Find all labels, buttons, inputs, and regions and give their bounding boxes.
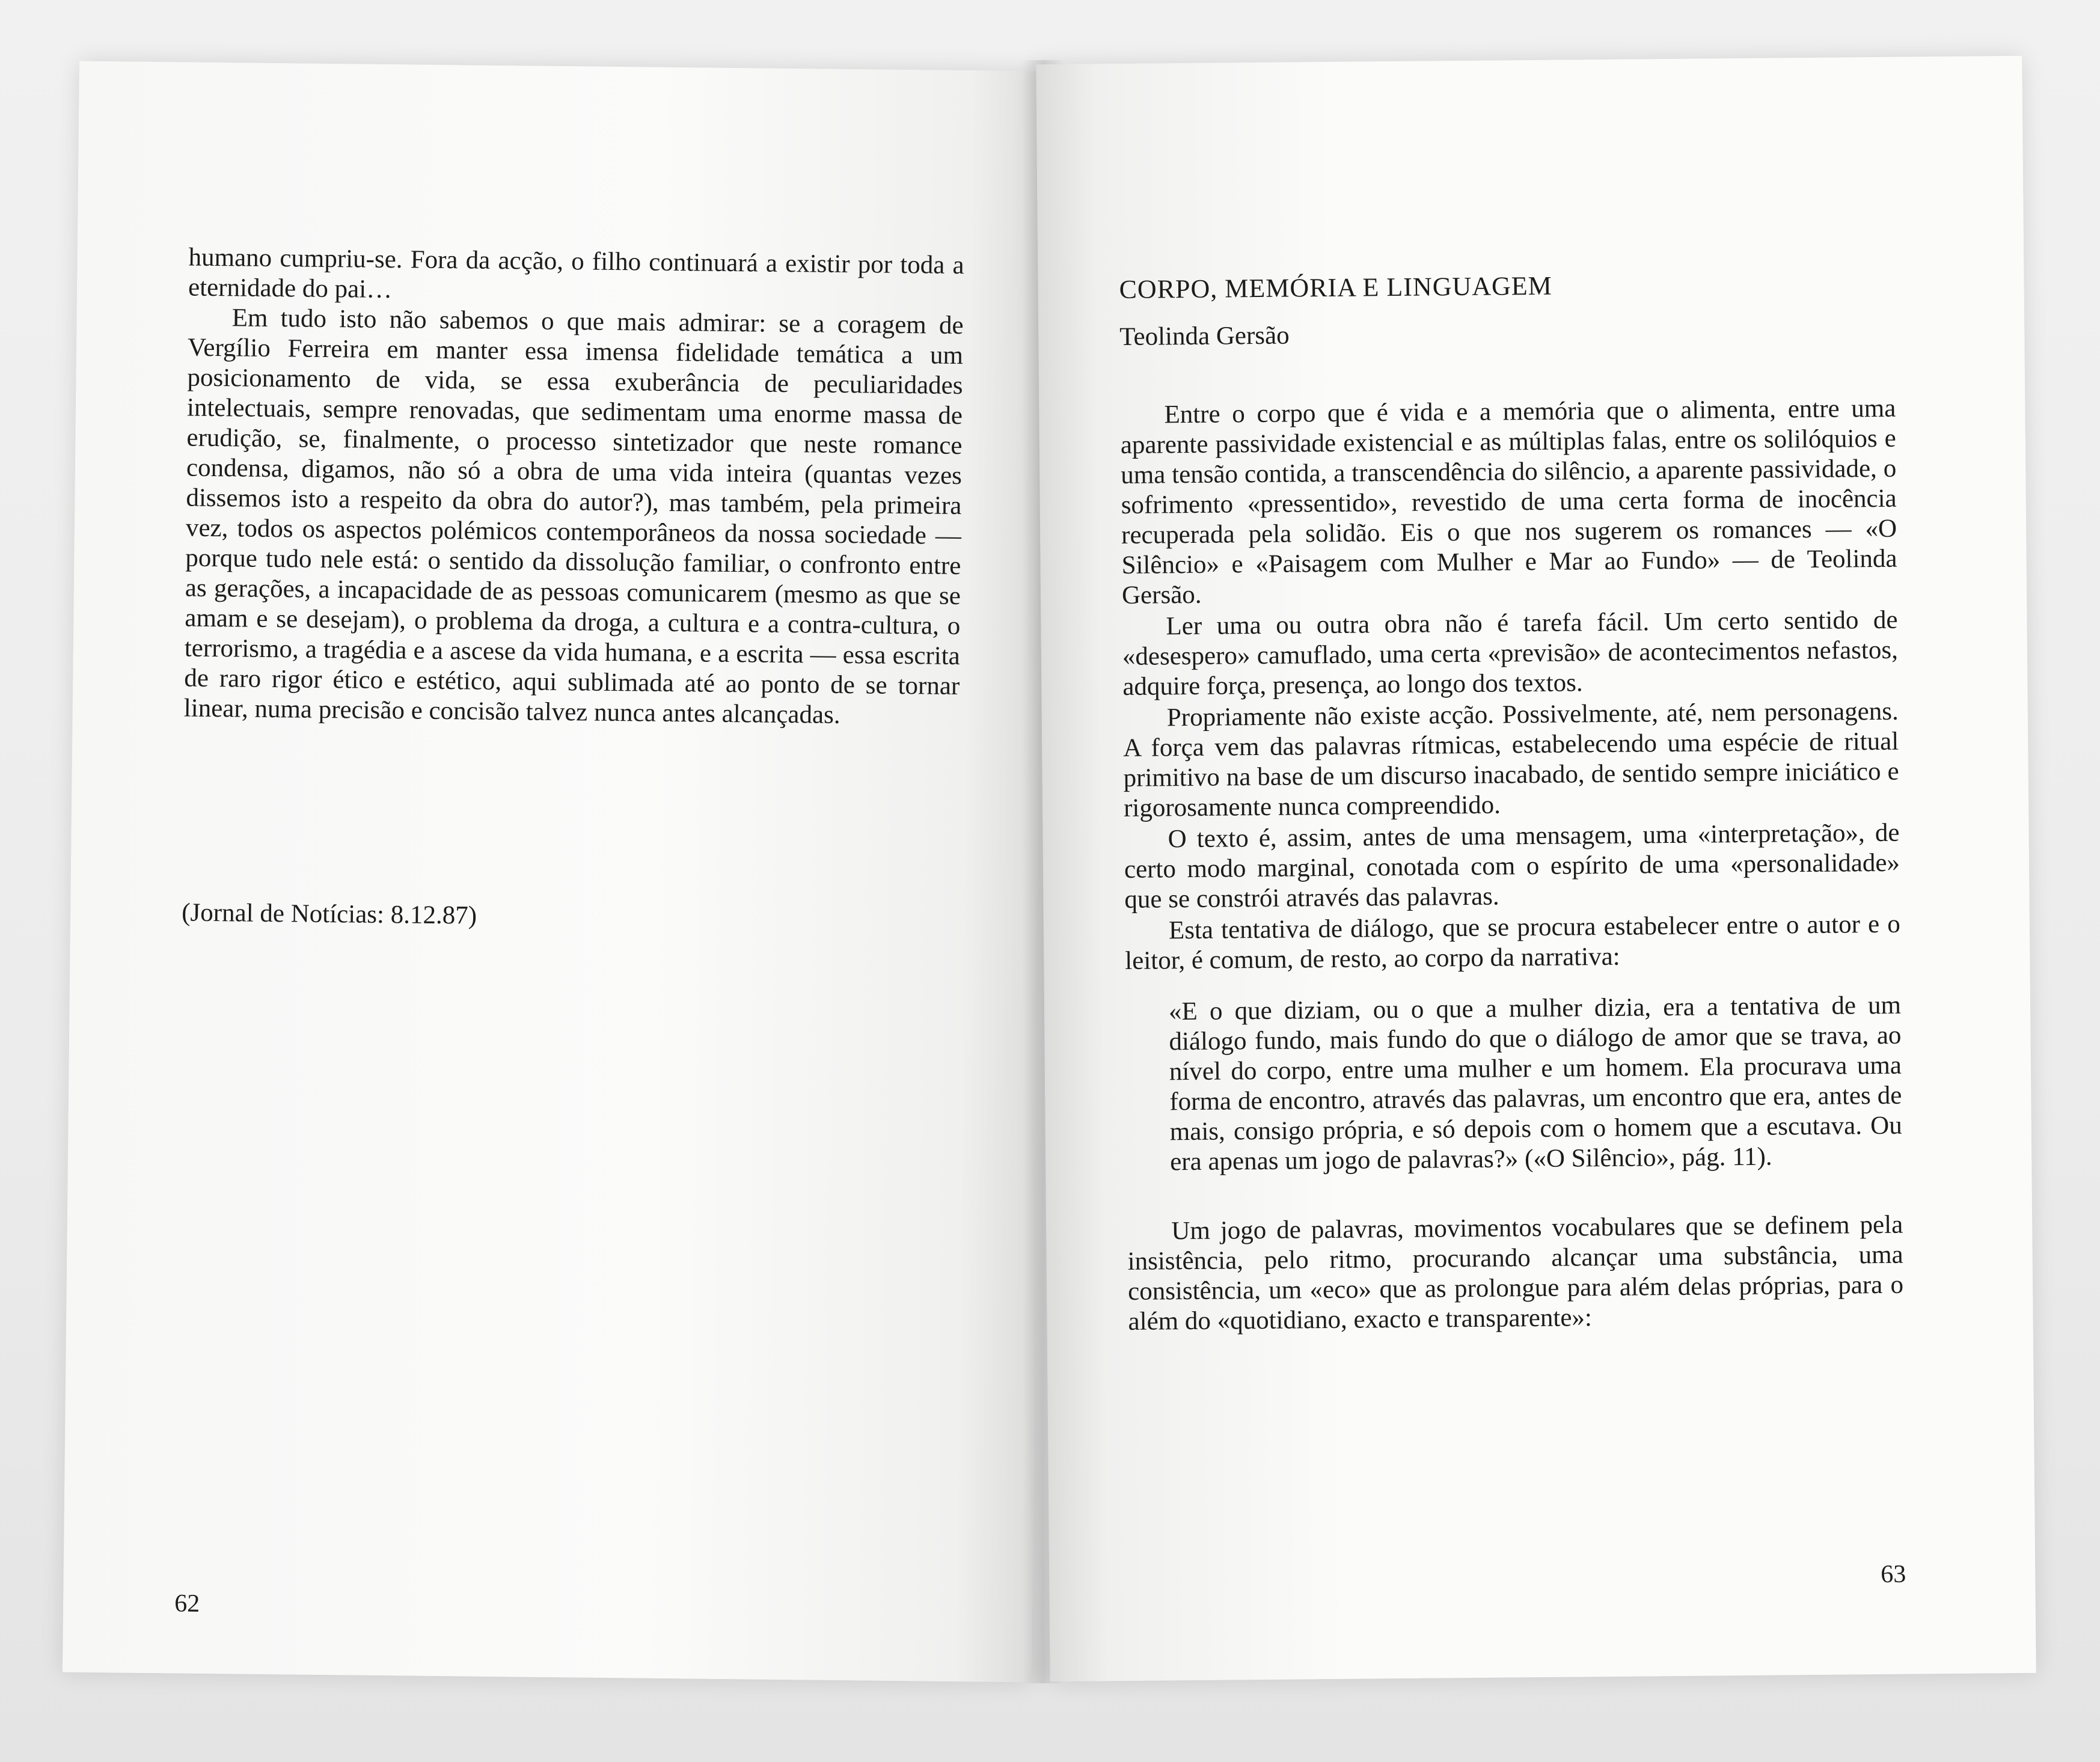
page-number-right: 63	[1881, 1560, 1906, 1589]
right-paragraph-5: Esta tentativa de diálogo, que se procura estabelecer entre o autor e o leitor, é comum, de resto, ao corpo da narrativa:	[1125, 910, 1901, 975]
right-paragraph-4: O texto é, assim, antes de uma mensagem, uma «interpretação», de certo modo marginal, conotada com o espírito de uma «personalidade» que se constrói através das palavras.	[1124, 818, 1900, 914]
source-citation: (Jornal de Notícias: 8.12.87)	[182, 898, 477, 930]
left-paragraph-2: Em tudo isto não sabemos o que mais admirar: se a coragem de Vergílio Ferreira em manter essa imensa fidelidade temática a um posicionamento de vida, se essa exuberância de peculiaridades intelectuais, sempre renovadas, que sedimentam uma enorme massa de erudição, se, finalmente, o processo sintetizador que neste romance condensa, digamos, não só a obra de uma vida inteira (quantas vezes dissemos isto a respeito da obra do autor?), mas também, pela primeira vez, todos os aspectos polémicos contemporâneos da nossa sociedade — porque tudo nele está: o sentido da dissolução familiar, o confronto entre as gerações, a incapacidade de as pessoas comunicarem (mesmo as que se amam e se desejam), o problema da droga, a cultura e a contra-cultura, o terrorismo, a tragédia e a ascese da vida humana, e a escrita — essa escrita de raro rigor ético e estético, aqui sublimada até ao ponto de se tornar linear, numa precisão e concisão talvez nunca antes alcançadas.	[183, 304, 964, 729]
page-number-left: 62	[174, 1589, 200, 1618]
article-author: Teolinda Gersão	[1119, 321, 1290, 352]
right-paragraph-closing: Um jogo de palavras, movimentos vocabulares que se definem pela insistência, pelo ritmo, procurando alcançar uma substância, uma consistência, um «eco» que as prolongue para além delas próprias, para o além do «quotidiano, exacto e transparente»:	[1127, 1210, 1904, 1336]
right-paragraph-2: Ler uma ou outra obra não é tarefa fácil. Um certo sentido de «desespero» camuflado, uma certa «previsão» de acontecimentos nefastos, adquire força, presença, ao longo dos textos.	[1122, 605, 1899, 701]
left-paragraph-1: humano cumpriu-se. Fora da acção, o filho continuará a existir por toda a eternidade do pai…	[188, 243, 964, 304]
article-title: CORPO, MEMÓRIA E LINGUAGEM	[1119, 271, 1553, 305]
right-page	[1036, 56, 2036, 1681]
right-paragraph-3: Propriamente não existe acção. Possivelmente, até, nem personagens. A força vem das palavras rítmicas, estabelecendo uma espécie de ritual primitivo na base de um discurso inacabado, de sentido sempre iniciático e rigorosamente nunca compreendido.	[1123, 697, 1899, 822]
right-paragraph-1: Entre o corpo que é vida e a memória que o alimenta, entre uma aparente passividade existencial e as múltiplas falas, entre os solilóquios e uma tensão contida, a transcendência do silêncio, a aparente passividade, o sofrimento «pressentido», revestido de uma certa forma de inocência recuperada pela solidão. Eis o que nos sugerem os romances — «O Silêncio» e «Paisagem com Mulher e Mar ao Fundo» — de Teolinda Gersão.	[1120, 394, 1897, 610]
left-page-body	[184, 243, 964, 732]
block-quote: «E o que diziam, ou o que a mulher dizia, era a tentativa de um diálogo fundo, mais fundo do que o diálogo de amor que se trava, ao nível do corpo, entre uma mulher e um homem. Ela procurava uma forma de encontro, através das palavras, um encontro que era, antes de mais, consigo própria, e só depois com o homem que a escutava. Ou era apenas um jogo de palavras?» («O Silêncio», pág. 11).	[1168, 991, 1902, 1176]
right-page-body	[1120, 394, 1904, 1337]
left-page	[63, 61, 1048, 1683]
